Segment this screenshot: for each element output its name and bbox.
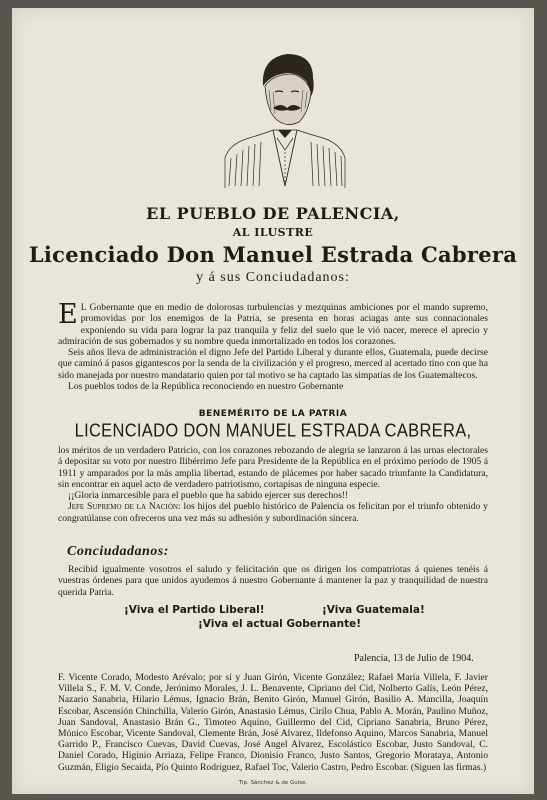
subtitle-conciudadanos: y á sus Conciudadanos:	[196, 270, 350, 285]
date-line: Palencia, 13 de Julio de 1904.	[354, 653, 474, 664]
intro-block	[58, 299, 488, 393]
title-licenciado: Licenciado Don Manuel Estrada Cabrera	[28, 242, 518, 267]
title-pueblo: EL PUEBLO DE PALENCIA,	[146, 204, 400, 223]
name-heading: LICENCIADO DON MANUEL ESTRADA CABRERA,	[74, 420, 472, 442]
portrait-engraving	[215, 46, 355, 191]
viva-gobernante: ¡Viva el actual Gobernante!	[198, 618, 362, 630]
conciudadanos-title: Conciudadanos:	[67, 544, 169, 559]
signatories-list: F. Vicente Corado, Modesto Arévalo; por sí y Juan Girón, Vicente González; Rafael María Villela, F. Javier Villela S., F. M. V. Conde, Jerónimo Morales, J. L. Benavente, Cipriano del Cid, Nolberto Galís, León Pérez, Nazario Sanabria, Hilario Lémus, Ignacio Brán, Benito Girón, Manuel Girón, Basilio A. Mancilla, Joaquín Escobar, Ascensión Chinchilla, Valerio Girón, Anastasio Lémus, Cirilo Chua, Pablo A. Morán, Paulino Muñoz, Juan Sandoval, Anastasio Brán G., Timoteo Aquino, Guillermo del Cid, Cipriano Sanabria, Bruno Pérez, Mónico Escobar, Vicente Sandoval, Clemente Brán, José Alvarez, Ildefonso Aquino, Marcos Sanabria, Manuel Garrido P., Francisco Cuevas, David Cuevas, José Angel Alvarez, Escolástico Escobar, Justo Sandoval, C. Daniel Corado, Higinio Arriaza, Felipe Franco, Dionisio Franco, Justo Santos, Gregorio Morataya, Antonio Guzmán, Eligio Secaida, Pío Quinto Rodríguez, Rafael Toc, Valerio Castro, Pedro Escobar. (Siguen las firmas.)	[58, 672, 488, 773]
intro-paragraph-3: Los pueblos todos de la República reconociendo en nuestro Gobernante	[68, 381, 344, 393]
gloria-line: ¡¡Gloria inmarcesible para el pueblo que ha sabido ejercer sus derechos!!	[68, 490, 349, 502]
body-paragraph-6: Jefe Supremo de la Nación: los hijos del pueblo histórico de Palencia os felicitan por el triunfo obtenido y congratúlanse con ofreceros una vez más su adhesión y subordinación sincera.	[58, 501, 488, 524]
viva-partido-liberal: ¡Viva el Partido Liberal!	[124, 604, 265, 616]
viva-guatemala: ¡Viva Guatemala!	[322, 604, 425, 616]
printer-imprint: Tip. Sánchez & de Guise.	[238, 780, 308, 786]
conciudadanos-paragraph: Recibid igualmente vosotros el saludo y felicitación que os dirigen los compatriotas á quienes tenéis á vuestras órdenes para que unidos ayudemos á nuestro Gobernante á mantener la paz y tranquilidad de nuestra querida Patria.	[58, 564, 488, 598]
subtitle-al-ilustre: AL ILUSTRE	[232, 226, 314, 239]
jefe-supremo-caps: Jefe Supremo de la Nación	[68, 501, 178, 513]
body-paragraph-4: los méritos de un verdadero Patricio, con los corazones rebozando de alegría se lanzaron á las urnas electorales á depositar su voto por nuestro Ilibérrimo Jefe para Presidente de la República en el próximo período de 1905 á 1911 y amparados por la más amplia libertad, estando de plácemes por haber sacado triunfante la Candidatura, sin encontrar en aquel acto de verdadero patriotismo, cortapisas de ninguna especie.	[58, 445, 488, 490]
intro-paragraph-1: L Gobernante que en medio de dolorosas turbulencias y mezquinas ambiciones por el mando supremo, promovidas por los enemigos de la Patria, se presenta en horas aciagas ante sus connacionales exponiendo su vida para lograr la paz tranquila y feliz del suelo que le vió nacer, merece el aprecio y admiración de sus gobernados y su nombre queda inmortalizado en todos los corazones.	[58, 302, 488, 347]
dropcap-letter: E	[58, 299, 78, 330]
intro-paragraph-2: Seis años lleva de administración el digno Jefe del Partido Liberal y durante ellos, Guatemala, puede decirse que caminó á pasos gigantescos por la senda de la civilización y el progreso, merced al acertado tino con que ha sido manejada por nuestro mandatario quien por tal motivo se ha captado las simpatías de los Guatemaltecos.	[58, 347, 488, 381]
body-block	[58, 445, 488, 524]
benemerito-heading: BENEMÉRITO DE LA PATRIA	[198, 409, 348, 419]
document-sheet	[12, 8, 534, 794]
